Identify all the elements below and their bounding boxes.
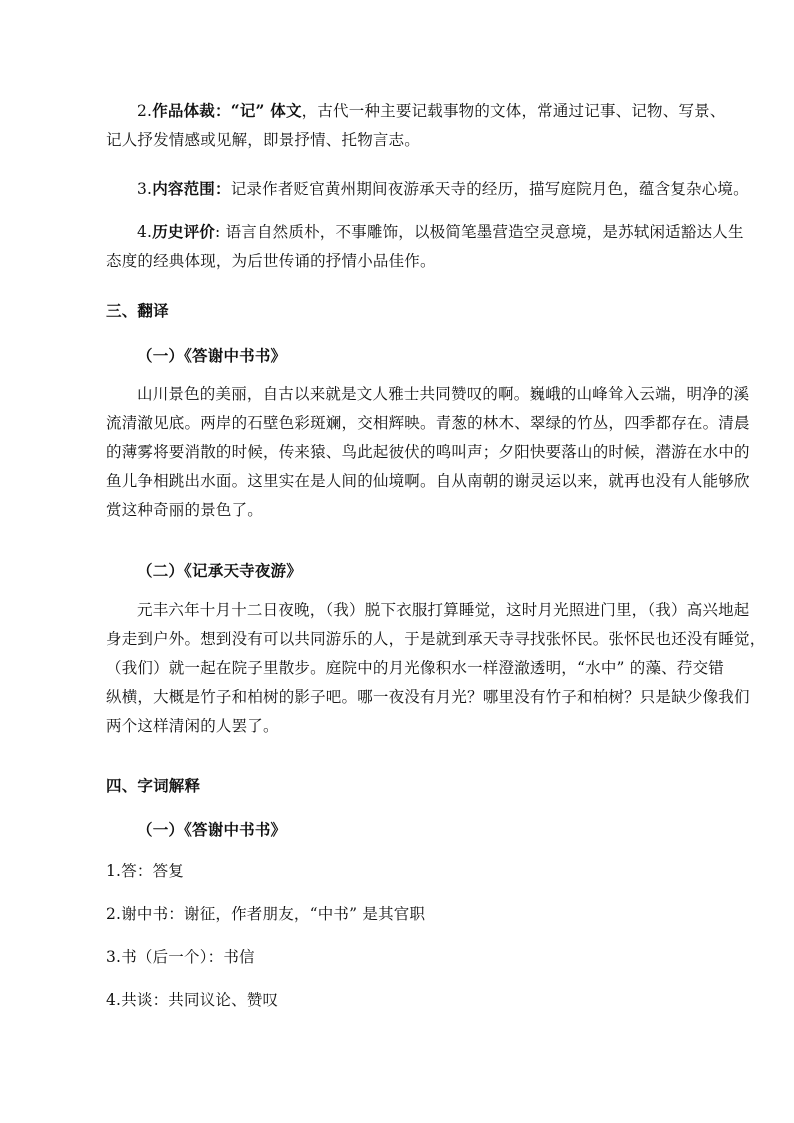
evaluation-text-1: : 语言自然质朴，不事雕饰，以极简笔墨营造空灵意境，是苏轼闲适豁达人生 bbox=[215, 223, 744, 241]
translation-sub2-line: （我们）就一起在院子里散步。庭院中的月光像积水一样澄澈透明，“水中” 的藻、荇交错 bbox=[106, 659, 724, 677]
translation-sub1-title: （一）《答谢中书书》 bbox=[137, 346, 287, 365]
evaluation-number: 4. bbox=[137, 223, 153, 241]
translation-sub2-body bbox=[106, 596, 766, 741]
evaluation-label: 历史评价 bbox=[152, 222, 216, 241]
evaluation-line-2: 态度的经典体现，为后世传诵的抒情小品佳作。 bbox=[106, 252, 436, 270]
glossary-sub1-title-block bbox=[106, 815, 706, 844]
translation-sub2-title-block bbox=[106, 556, 706, 585]
glossary-heading: 四、字词解释 bbox=[106, 776, 201, 795]
genre-line-1 bbox=[106, 96, 726, 126]
translation-heading: 三、翻译 bbox=[106, 301, 169, 320]
translation-sub2-title: （二）《记承天寺夜游》 bbox=[137, 561, 302, 580]
scope-number: 3. bbox=[137, 180, 153, 198]
scope-label: 内容范围： bbox=[152, 179, 231, 198]
scope-item bbox=[106, 174, 749, 204]
genre-label: 作品体裁： bbox=[152, 101, 231, 120]
translation-sub2-line: 两个这样清闲的人罢了。 bbox=[106, 717, 279, 735]
translation-sub1-line: 山川景色的美丽，自古以来就是文人雅士共同赞叹的啊。巍峨的山峰耸入云端，明净的溪 bbox=[137, 385, 750, 403]
glossary-sub1-title: （一）《答谢中书书》 bbox=[137, 820, 287, 839]
glossary-heading-block bbox=[106, 771, 706, 800]
genre-number: 2. bbox=[137, 102, 153, 120]
evaluation-line-1 bbox=[106, 217, 744, 247]
genre-line-2: 记人抒发情感或见解，即景抒情、托物言志。 bbox=[106, 131, 421, 149]
translation-sub2-line: 元丰六年十月十二日夜晚，（我）脱下衣服打算睡觉，这时月光照进门里，（我）高兴地起 bbox=[137, 601, 750, 619]
translation-sub2-line: 纵横，大概是竹子和柏树的影子吧。哪一夜没有月光？哪里没有竹子和柏树？只是缺少像我们 bbox=[106, 688, 750, 706]
glossary-item-2-block bbox=[106, 900, 706, 929]
glossary-item-3-block bbox=[106, 943, 706, 972]
genre-label-value: “记” 体文 bbox=[230, 101, 302, 120]
translation-sub1-line: 的薄雾将要消散的时候，传来猿、鸟此起彼伏的鸣叫声；夕阳快要落山的时候，潜游在水中的 bbox=[106, 443, 750, 461]
glossary-item: 3.书（后一个）：书信 bbox=[106, 948, 255, 966]
evaluation-item bbox=[106, 217, 744, 276]
translation-heading-block bbox=[106, 296, 706, 325]
glossary-item: 2.谢中书：谢征，作者朋友，“中书” 是其官职 bbox=[106, 905, 426, 923]
glossary-item: 4.共谈：共同议论、赞叹 bbox=[106, 991, 279, 1009]
glossary-item-4-block bbox=[106, 986, 706, 1015]
glossary-item: 1.答：答复 bbox=[106, 862, 184, 880]
translation-sub2-line: 身走到户外。想到没有可以共同游乐的人，于是就到承天寺寻找张怀民。张怀民也还没有睡觉， bbox=[106, 630, 766, 648]
genre-text-1: ，古代一种主要记载事物的文体，常通过记事、记物、写景、 bbox=[301, 102, 726, 120]
translation-sub1-line: 流清澈见底。两岸的石壁色彩斑斓，交相辉映。青葱的林木、翠绿的竹丛，四季都存在。清晨 bbox=[106, 414, 750, 432]
scope-line bbox=[106, 174, 749, 204]
translation-sub1-line: 赏这种奇丽的景色了。 bbox=[106, 501, 264, 519]
translation-sub1-line: 鱼儿争相跳出水面。这里实在是人间的仙境啊。自从南朝的谢灵运以来，就再也没有人能够欣 bbox=[106, 472, 750, 490]
genre-item bbox=[106, 96, 726, 155]
scope-text: 记录作者贬官黄州期间夜游承天寺的经历，描写庭院月色，蕴含复杂心境。 bbox=[230, 180, 749, 198]
translation-sub1-body bbox=[106, 380, 750, 525]
translation-sub1-title-block bbox=[106, 341, 706, 370]
glossary-item-1-block bbox=[106, 857, 706, 886]
